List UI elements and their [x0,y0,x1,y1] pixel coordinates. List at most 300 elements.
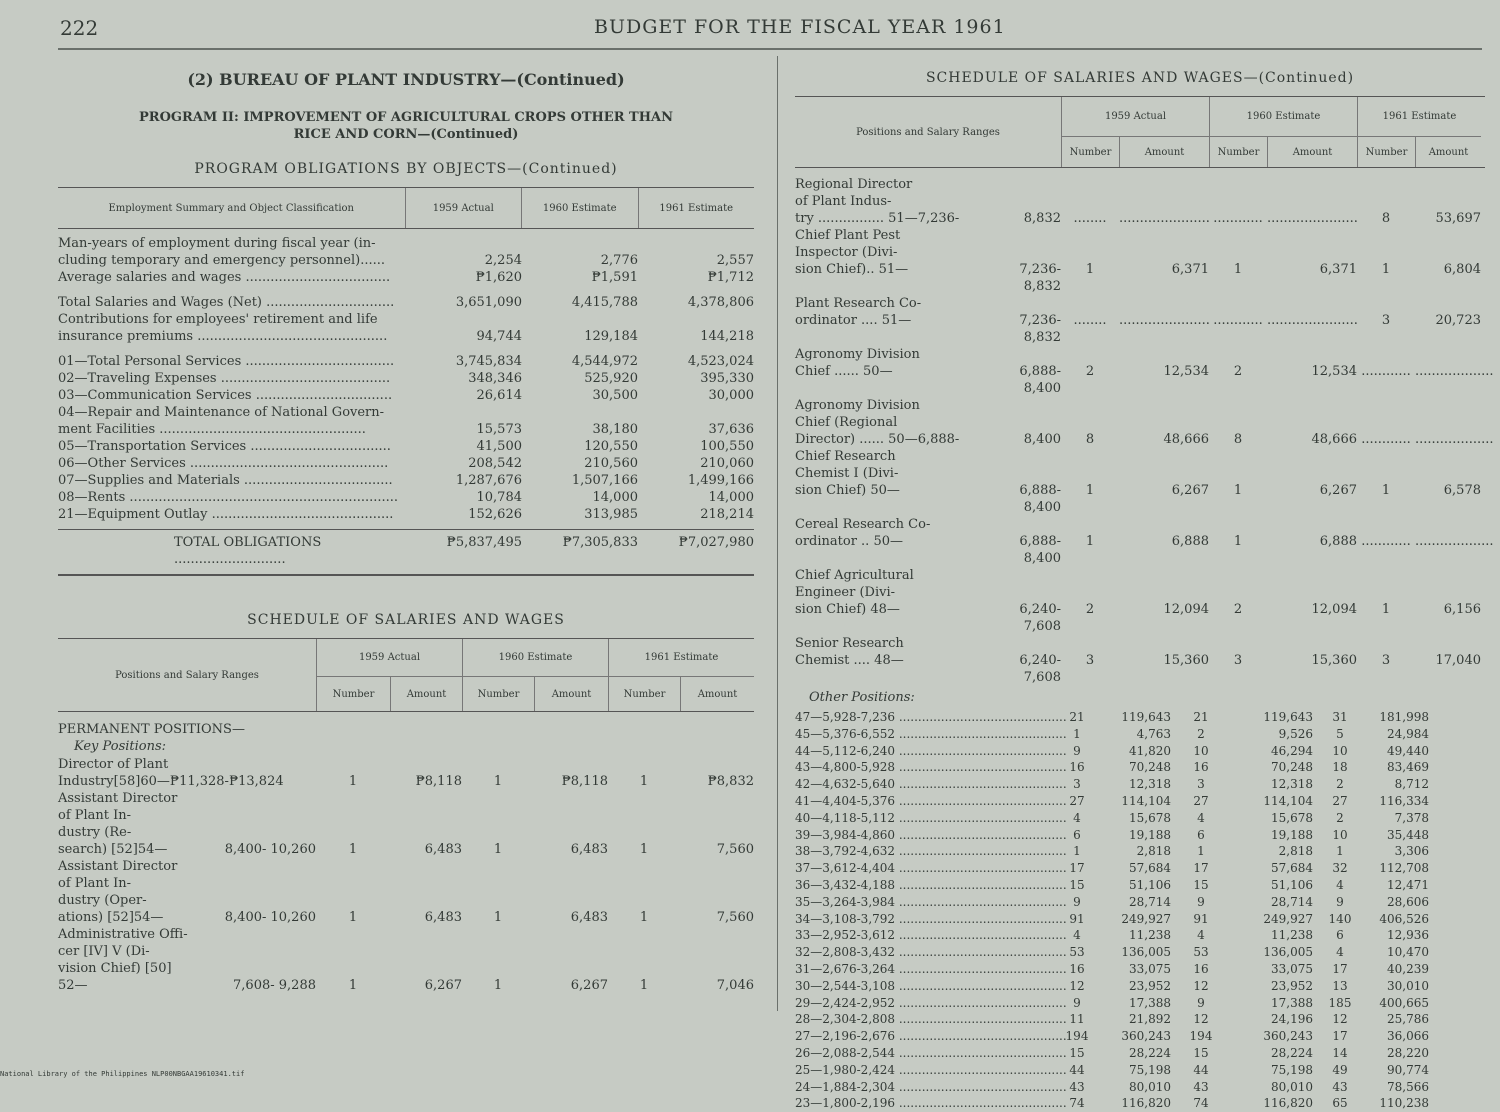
key-position-row [795,584,1485,601]
position-number: 21 [1193,710,1209,724]
position-amount [1119,176,1209,193]
obligation-value: 15,573 [476,422,522,437]
salary-range: 6,888- 8,400 [1019,534,1061,566]
position-number: 91 [1193,911,1209,926]
position-amount: 57,684 [1271,861,1313,876]
salary-range [208,807,316,824]
obligation-row [58,472,754,489]
key-position-row [795,176,1485,193]
position-number [1209,295,1267,312]
salary-range [999,635,1061,652]
position-amount [1119,635,1209,652]
position-number: 32 [1332,861,1348,876]
salary-range [999,176,1061,193]
position-number [462,892,534,909]
position-amount [1119,244,1209,261]
position-number [1061,346,1119,363]
salary-range [999,567,1061,584]
position-amount: 12,471 [1387,877,1429,892]
obligations-header-1959: 1959 Actual [405,188,522,228]
right-salaries-title: SCHEDULE OF SALARIES AND WAGES—(Continued) [925,70,1355,86]
position-title: of Plant In- [58,808,132,823]
other-position-row [795,911,1485,928]
program-heading [58,109,754,143]
obligation-value: 30,000 [708,388,754,403]
obligation-row [58,387,754,404]
key-position-row [58,909,754,926]
position-number [316,790,390,807]
obligation-row [58,438,754,455]
position-number [316,892,390,909]
grade-range: 30—2,544-3,108 ............................................ [795,978,1067,993]
position-number: 6 [1336,928,1344,943]
position-number: 2 [1336,810,1344,825]
position-amount: 400,665 [1379,995,1429,1010]
position-amount: 6,888 [1319,534,1357,549]
position-amount: 112,708 [1379,861,1429,876]
program-line-2: RICE AND CORN—(Continued) [293,127,519,142]
position-amount: 116,334 [1379,793,1429,808]
salary-range: 6,888- 8,400 [1019,483,1061,515]
other-position-row [795,810,1485,827]
position-amount [534,790,608,807]
position-number [1357,584,1415,601]
obligation-label: 21—Equipment Outlay ............................................ [58,507,394,522]
other-position-row [795,978,1485,995]
position-amount: 28,714 [1129,894,1171,909]
obligation-value: 30,500 [592,388,638,403]
obligation-value: 144,218 [700,329,754,344]
salaries-header-positions: Positions and Salary Ranges [115,669,259,681]
position-number [1209,516,1267,533]
grade-range: 34—3,108-3,792 ............................................ [795,911,1067,926]
position-title: Assistant Director [58,859,178,874]
other-position-row [795,961,1485,978]
obligation-row [58,455,754,472]
position-amount: 6,804 [1443,262,1481,277]
position-number [608,943,680,960]
obligation-value: 1,507,166 [571,473,638,488]
position-title: Senior Research [795,636,904,651]
key-position-row [795,516,1485,533]
salary-range: 8,400- 10,260 [224,842,316,857]
position-amount: 114,104 [1121,793,1171,808]
grade-range: 33—2,952-3,612 ............................................ [795,928,1067,943]
salary-range: 7,236- 8,832 [1019,262,1061,294]
position-number [1357,635,1415,652]
other-position-row [795,759,1485,776]
salary-range [208,960,316,977]
obligation-value: 210,060 [700,456,754,471]
position-number: 194 [1189,1029,1213,1044]
other-position-row [795,1062,1485,1079]
salary-range [999,193,1061,210]
key-position-row [58,790,754,807]
position-number [1357,465,1415,482]
obligations-header-1960: 1960 Estimate [521,188,638,228]
position-amount: 360,243 [1263,1029,1313,1044]
position-number: 1 [493,774,503,789]
key-position-row [795,567,1485,584]
position-number [1061,176,1119,193]
position-number [316,807,390,824]
position-title: Chemist .... 48— [795,653,904,668]
position-amount: 23,952 [1129,978,1171,993]
position-number [1061,227,1119,244]
position-number: 1 [1381,602,1391,617]
position-number: ............ [1213,211,1263,226]
obligation-label: 02—Traveling Expenses ......................................... [58,371,391,386]
key-position-row [795,431,1494,448]
obligation-value: 4,378,806 [687,295,754,310]
obligation-value [638,311,754,328]
position-amount [390,960,462,977]
grade-range: 40—4,118-5,112 ............................................ [795,810,1067,825]
position-number [1209,397,1267,414]
position-number: 2 [1085,602,1095,617]
header-number: Number [1209,137,1267,167]
position-number: 6 [1197,827,1205,842]
position-title: ordinator .... 51— [795,313,912,328]
obligation-value [638,235,754,252]
position-amount [1119,516,1209,533]
position-amount: 28,220 [1387,1045,1429,1060]
grade-range: 44—5,112-6,240 ............................................ [795,743,1067,758]
salaries-header-1959: 1959 Actual [316,639,462,677]
position-amount: 15,678 [1271,810,1313,825]
obligation-value: 4,544,972 [571,354,638,369]
position-number: 1 [1073,726,1081,741]
salary-range [999,414,1061,431]
position-number [462,756,534,773]
other-positions-table [795,709,1485,1112]
key-position-row [58,977,754,994]
position-number: 27 [1193,793,1209,808]
position-number [1209,584,1267,601]
position-number [608,824,680,841]
position-number: 3 [1197,777,1205,792]
grade-range: 29—2,424-2,952 ............................................ [795,995,1067,1010]
position-number [462,824,534,841]
position-number: ........ [1073,313,1107,328]
position-title: sion Chief).. 51— [795,262,909,277]
position-amount [1119,584,1209,601]
position-amount: 15,678 [1129,810,1171,825]
position-amount [390,926,462,943]
position-title: Regional Director [795,177,913,192]
position-amount: 116,820 [1121,1096,1171,1111]
position-amount [1267,244,1357,261]
position-number: 4 [1197,928,1205,943]
position-number: 91 [1069,911,1085,926]
position-amount [1119,397,1209,414]
position-number: 27 [1332,793,1348,808]
position-number: 1 [1085,483,1095,498]
position-number [1061,567,1119,584]
salary-range [208,790,316,807]
position-number [1209,346,1267,363]
position-number: 4 [1336,945,1344,960]
position-number: 1 [348,842,358,857]
position-title: sion Chief) 48— [795,602,900,617]
salary-range [208,943,316,960]
right-header-1961: 1961 Estimate [1357,97,1481,137]
key-position-row [795,635,1485,652]
position-number: 9 [1197,995,1205,1010]
position-amount: 360,243 [1121,1029,1171,1044]
position-amount [1267,227,1357,244]
key-position-row [795,193,1485,210]
grade-range: 41—4,404-5,376 ............................................ [795,793,1067,808]
position-number [608,960,680,977]
header-amount: Amount [534,677,608,711]
obligation-value [406,235,522,252]
grade-range: 47—5,928-7,236 ............................................ [795,710,1067,724]
position-title: Agronomy Division [795,347,920,362]
salary-range: 8,832 [1023,211,1061,226]
position-amount [680,926,754,943]
position-number: 10 [1332,743,1348,758]
key-position-row [58,773,754,790]
position-number: 74 [1193,1096,1209,1111]
position-amount: 8,712 [1394,777,1429,792]
position-amount: 6,267 [1319,483,1357,498]
position-number [462,790,534,807]
position-number: 1 [639,774,649,789]
position-amount [1267,584,1357,601]
position-amount [1267,567,1357,584]
obligation-row [58,421,754,438]
position-amount: 6,267 [424,978,462,993]
left-key-positions [58,756,754,994]
obligation-value: 395,330 [700,371,754,386]
position-amount: 3,306 [1394,844,1429,859]
salary-range: 7,608- 9,288 [233,978,316,993]
position-amount: ...................... [1119,211,1210,226]
position-amount: 75,198 [1271,1062,1313,1077]
position-number: 1 [1381,483,1391,498]
position-amount: 35,448 [1387,827,1429,842]
position-amount [1415,227,1481,244]
position-number: 9 [1197,894,1205,909]
position-amount: 249,927 [1121,911,1171,926]
position-number: 12 [1193,1012,1209,1027]
position-amount [390,892,462,909]
position-amount: 136,005 [1121,945,1171,960]
salary-range: 6,240- 7,608 [1019,602,1061,634]
position-number: 1 [639,842,649,857]
key-position-row [795,533,1494,567]
grade-range: 32—2,808-3,432 ............................................ [795,945,1067,960]
other-position-row [795,726,1485,743]
position-amount: 110,238 [1379,1096,1429,1111]
position-amount [1119,414,1209,431]
position-number: 15 [1193,877,1209,892]
position-amount: 28,224 [1129,1045,1171,1060]
salary-range [999,346,1061,363]
salary-range [999,397,1061,414]
footer-source: National Library of the Philippines NLP00NBGAA19610341.tif [0,1070,245,1078]
position-amount: 83,469 [1387,760,1429,775]
position-amount [1415,567,1481,584]
other-position-row [795,944,1485,961]
position-amount: 17,040 [1435,653,1481,668]
position-title: ordinator .. 50— [795,534,903,549]
position-amount [534,858,608,875]
position-number [316,824,390,841]
position-number: 1 [1336,844,1344,859]
column-divider [777,56,778,1011]
position-amount [390,756,462,773]
obligations-header-1961: 1961 Estimate [638,188,755,228]
position-number [1357,176,1415,193]
position-number: 16 [1069,760,1085,775]
position-number [1061,465,1119,482]
position-number [1209,448,1267,465]
position-amount [1415,635,1481,652]
position-title: dustry (Oper- [58,893,147,908]
position-number: 74 [1069,1096,1085,1111]
position-amount [1119,227,1209,244]
grade-range: 37—3,612-4,404 ............................................ [795,861,1067,876]
position-number: 10 [1193,743,1209,758]
position-number [1061,584,1119,601]
position-title: Administrative Offi- [58,927,188,942]
position-amount: 7,560 [716,910,754,925]
key-position-row [795,652,1485,686]
position-number: 16 [1193,961,1209,976]
obligation-value: 313,985 [584,507,638,522]
position-amount: 78,566 [1387,1079,1429,1094]
position-number [1357,567,1415,584]
position-number [316,858,390,875]
right-salaries-header [795,96,1485,168]
position-number: 3 [1233,653,1243,668]
salary-range: 8,400- 10,260 [224,910,316,925]
position-amount: 28,714 [1271,894,1313,909]
position-amount: 80,010 [1129,1079,1171,1094]
key-positions-label: Key Positions: [74,739,167,754]
obligation-value: 37,636 [708,422,754,437]
position-amount [1415,465,1481,482]
position-number [1061,397,1119,414]
position-amount: 17,388 [1129,995,1171,1010]
position-amount [390,790,462,807]
position-number: 1 [639,978,649,993]
right-header-positions: Positions and Salary Ranges [856,126,1000,138]
obligation-row [58,489,754,506]
position-title: Cereal Research Co- [795,517,931,532]
position-amount: 12,318 [1129,777,1171,792]
position-number: 2 [1233,364,1243,379]
position-number: 21 [1069,710,1085,724]
program-line-1: PROGRAM II: IMPROVEMENT OF AGRICULTURAL CROPS OTHER THAN [139,110,673,125]
position-amount [390,824,462,841]
position-number: 4 [1197,810,1205,825]
obligation-row [58,328,754,345]
total-1959: ₱5,837,495 [446,535,522,550]
position-title: Chief Agricultural [795,568,914,583]
position-number: ............ [1361,432,1411,447]
position-amount [680,858,754,875]
position-amount: 11,238 [1129,928,1171,943]
position-number: 1 [1085,262,1095,277]
position-number: 17 [1332,961,1348,976]
position-number: 15 [1069,1045,1085,1060]
position-amount: 12,094 [1311,602,1357,617]
position-number [462,943,534,960]
position-number [1357,448,1415,465]
obligation-value: 152,626 [468,507,522,522]
position-number [316,943,390,960]
position-number [1209,465,1267,482]
position-number: 9 [1073,894,1081,909]
position-amount: ................... [1415,432,1494,447]
position-amount [680,875,754,892]
obligations-header [58,187,754,229]
position-number: 18 [1332,760,1348,775]
position-number: 185 [1328,995,1352,1010]
obligation-value: 210,560 [584,456,638,471]
key-position-row [795,397,1485,414]
salary-range [999,516,1061,533]
position-amount [1415,176,1481,193]
position-number: 10 [1332,827,1348,842]
position-amount: 136,005 [1263,945,1313,960]
other-position-row [795,827,1485,844]
position-number: 1 [639,910,649,925]
position-amount [1415,346,1481,363]
salary-range: 7,236- 8,832 [1019,313,1061,345]
obligation-value: 4,415,788 [571,295,638,310]
position-title: vision Chief) [50] [58,961,172,976]
position-number: 5 [1336,726,1344,741]
position-number: 1 [1197,844,1205,859]
position-amount: 57,684 [1129,861,1171,876]
grade-range: 23—1,800-2,196 ............................................ [795,1096,1067,1111]
obligation-row [58,353,754,370]
position-amount: 6,888 [1171,534,1209,549]
position-amount: 23,952 [1271,978,1313,993]
obligation-value: ₱1,591 [591,270,638,285]
position-amount: 80,010 [1271,1079,1313,1094]
key-position-row [58,926,754,943]
position-amount: 40,239 [1387,961,1429,976]
position-title: dustry (Re- [58,825,132,840]
header-number: Number [608,677,680,711]
other-position-row [795,776,1485,793]
position-amount [534,875,608,892]
position-amount: 49,440 [1387,743,1429,758]
position-number: 1 [493,910,503,925]
position-number: ........ [1073,211,1107,226]
other-position-row [795,1028,1485,1045]
obligation-label: 06—Other Services ................................................ [58,456,389,471]
total-1961: ₱7,027,980 [678,535,754,550]
position-amount: 30,010 [1387,978,1429,993]
obligation-row [58,235,754,252]
obligation-value: 10,784 [476,490,522,505]
position-number: 9 [1336,894,1344,909]
position-number: 12 [1069,978,1085,993]
grade-range: 24—1,884-2,304 ............................................ [795,1079,1067,1094]
position-number: 1 [1233,483,1243,498]
position-number: 2 [1085,364,1095,379]
position-amount [1119,465,1209,482]
key-position-row [58,943,754,960]
position-amount [680,756,754,773]
total-obligations-row [58,534,754,568]
